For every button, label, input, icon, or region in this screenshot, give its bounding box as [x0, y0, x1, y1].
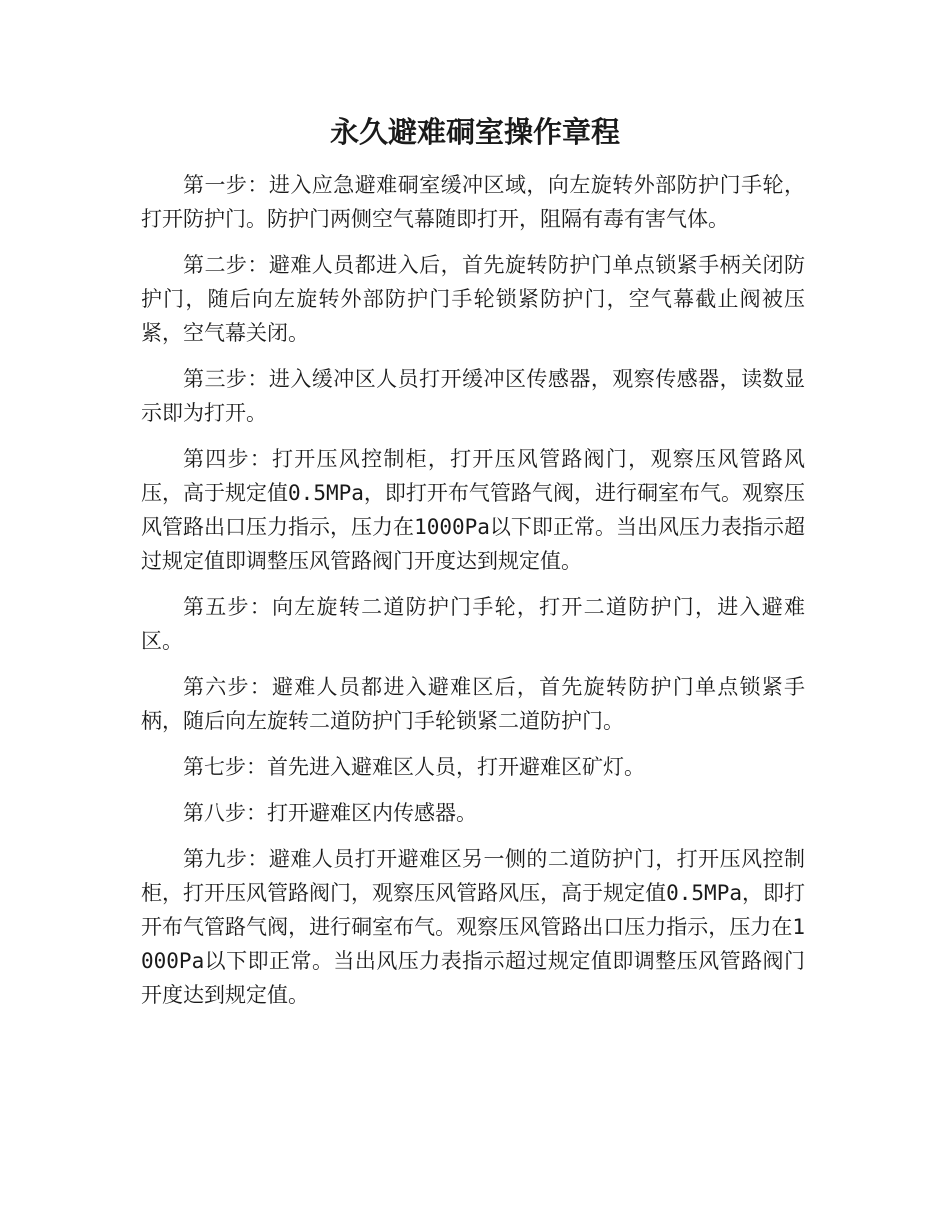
- document-body: [141, 168, 805, 1024]
- step-5-paragraph: 第五步：向左旋转二道防护门手轮，打开二道防护门，进入避难区。: [141, 595, 805, 653]
- step-6-paragraph: 第六步：避难人员都进入避难区后，首先旋转防护门单点锁紧手柄，随后向左旋转二道防护门手轮锁紧二道防护门。: [141, 675, 805, 733]
- step-2-paragraph: 第二步：避难人员都进入后，首先旋转防护门单点锁紧手柄关闭防护门，随后向左旋转外部防护门手轮锁紧防护门，空气幕截止阀被压紧，空气幕关闭。: [141, 253, 805, 345]
- step-4-paragraph: 第四步：打开压风控制柜，打开压风管路阀门，观察压风管路风压，高于规定值0.5MPa，即打开布气管路气阀，进行硐室布气。观察压风管路出口压力指示，压力在1000Pa以下即正常。当出风压力表指示超过规定值即调整压风管路阀门开度达到规定值。: [141, 447, 805, 573]
- step-3-paragraph: 第三步：进入缓冲区人员打开缓冲区传感器，观察传感器，读数显示即为打开。: [141, 367, 805, 425]
- document-title: 永久避难硐室操作章程: [329, 115, 620, 149]
- step-9-paragraph: 第九步：避难人员打开避难区另一侧的二道防护门，打开压风控制柜，打开压风管路阀门，观察压风管路风压，高于规定值0.5MPa，即打开布气管路气阀，进行硐室布气。观察压风管路出口压力指示，压力在1000Pa以下即正常。当出风压力表指示超过规定值即调整压风管路阀门开度达到规定值。: [141, 847, 805, 1007]
- step-1-paragraph: 第一步：进入应急避难硐室缓冲区域，向左旋转外部防护门手轮，打开防护门。防护门两侧空气幕随即打开，阻隔有毒有害气体。: [141, 173, 805, 231]
- step-7-paragraph: 第七步：首先进入避难区人员，打开避难区矿灯。: [183, 755, 645, 779]
- step-8-paragraph: 第八步：打开避难区内传感器。: [183, 801, 477, 825]
